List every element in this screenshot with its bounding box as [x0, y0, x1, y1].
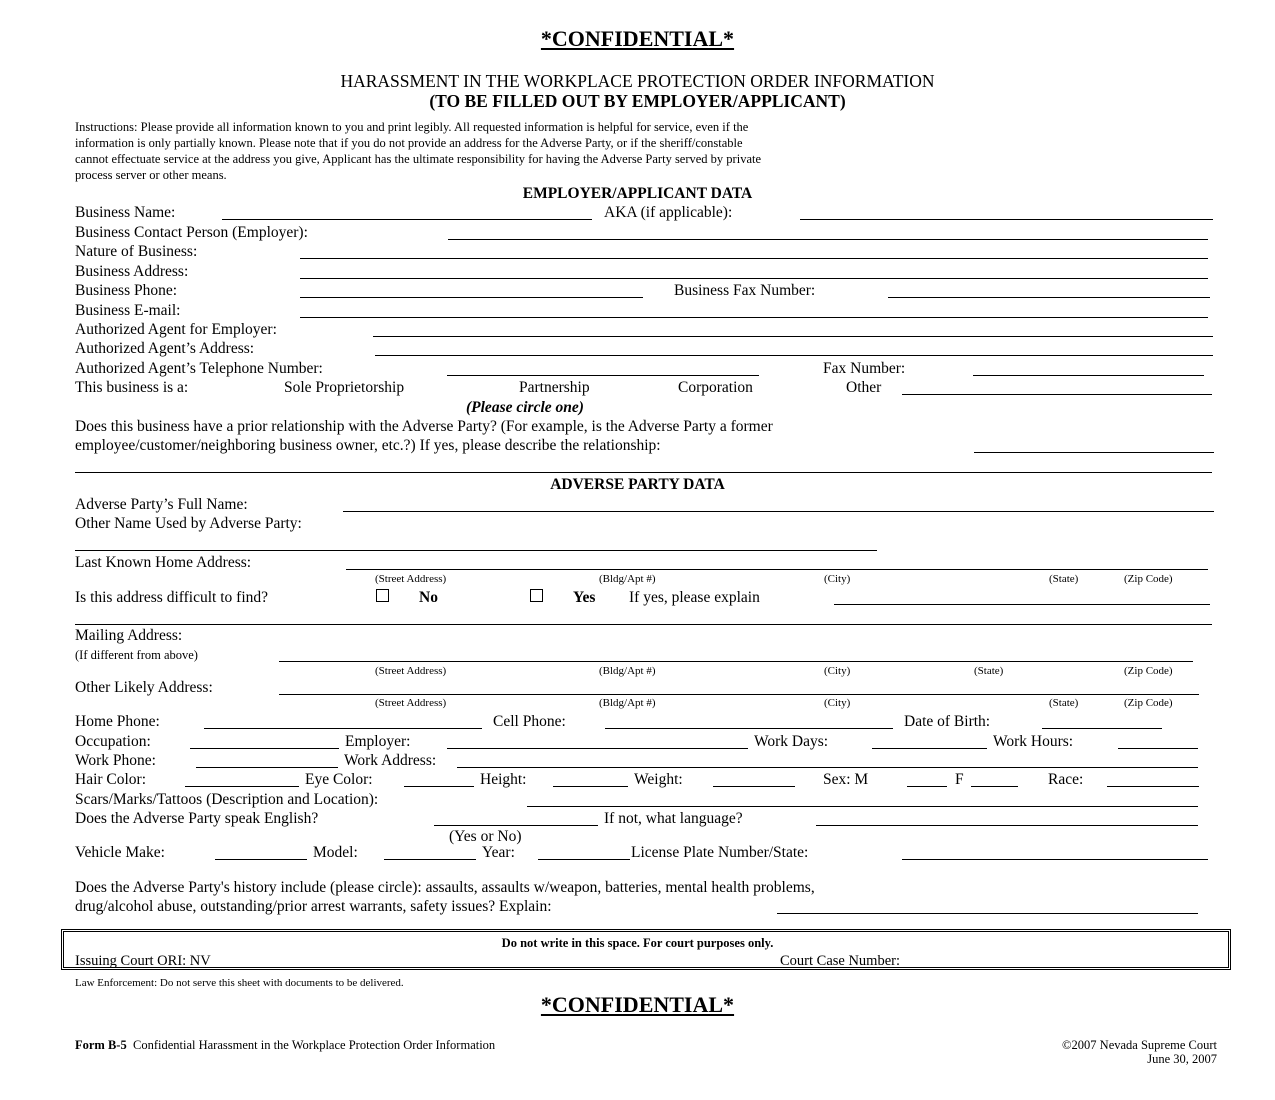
aka-field[interactable]	[800, 219, 1213, 220]
other-business-type-field[interactable]	[902, 394, 1212, 395]
authorized-agent-label: Authorized Agent for Employer:	[75, 321, 277, 338]
mailing-state-caption: (State)	[974, 665, 1004, 677]
business-fax-field[interactable]	[888, 297, 1210, 298]
work-hours-label: Work Hours:	[993, 733, 1074, 750]
license-plate-field[interactable]	[902, 859, 1208, 860]
option-sole-proprietorship[interactable]: Sole Proprietorship	[284, 379, 405, 396]
circle-one-note: (Please circle one)	[466, 399, 584, 416]
work-hours-field[interactable]	[1118, 748, 1198, 749]
work-days-field[interactable]	[872, 748, 987, 749]
work-days-label: Work Days:	[754, 733, 829, 750]
home-street-caption: (Street Address)	[375, 573, 447, 585]
relationship-field[interactable]	[974, 452, 1214, 453]
law-enforcement-note: Law Enforcement: Do not serve this sheet with documents to be delivered.	[75, 977, 404, 989]
year-field[interactable]	[538, 859, 630, 860]
relationship-field-continued[interactable]	[75, 472, 1212, 473]
instructions-line-4: process server or other means.	[75, 168, 227, 182]
year-label: Year:	[482, 844, 515, 861]
other-likely-address-label: Other Likely Address:	[75, 679, 213, 696]
speaks-english-label: Does the Adverse Party speak English?	[75, 810, 319, 827]
vehicle-make-label: Vehicle Make:	[75, 844, 165, 861]
employer-label: Employer:	[345, 733, 411, 750]
history-line-2: drug/alcohol abuse, outstanding/prior arrest warrants, safety issues? Explain:	[75, 898, 552, 915]
nature-of-business-field[interactable]	[300, 258, 1208, 259]
option-other[interactable]: Other	[846, 379, 882, 396]
height-label: Height:	[480, 771, 527, 788]
explain-field-continued[interactable]	[75, 624, 1212, 625]
business-fax-label: Business Fax Number:	[674, 282, 816, 299]
race-label: Race:	[1048, 771, 1084, 788]
prior-relationship-line-1: Does this business have a prior relationship with the Adverse Party? (For example, is the Adverse Party a former	[75, 418, 773, 435]
yes-checkbox[interactable]	[530, 589, 543, 602]
other-zip-caption: (Zip Code)	[1124, 697, 1173, 709]
issuing-court-ori-label: Issuing Court ORI: NV	[75, 953, 211, 969]
other-name-field[interactable]	[75, 550, 877, 551]
other-likely-address-field[interactable]	[279, 694, 1199, 695]
weight-label: Weight:	[634, 771, 683, 788]
sex-female-label: F	[955, 771, 964, 788]
explain-label: If yes, please explain	[629, 589, 760, 606]
other-state-caption: (State)	[1049, 697, 1079, 709]
work-address-label: Work Address:	[344, 752, 437, 769]
adverse-full-name-field[interactable]	[343, 511, 1214, 512]
hair-color-field[interactable]	[185, 786, 299, 787]
model-label: Model:	[313, 844, 358, 861]
home-phone-label: Home Phone:	[75, 713, 160, 730]
home-zip-caption: (Zip Code)	[1124, 573, 1173, 585]
speaks-english-field[interactable]	[434, 825, 598, 826]
model-field[interactable]	[384, 859, 476, 860]
business-phone-field[interactable]	[300, 297, 643, 298]
agent-address-field[interactable]	[375, 355, 1213, 356]
difficult-address-label: Is this address difficult to find?	[75, 589, 269, 606]
if-different-note: (If different from above)	[75, 648, 198, 662]
home-bldg-caption: (Bldg/Apt #)	[599, 573, 656, 585]
home-address-field[interactable]	[346, 569, 1208, 570]
agent-fax-label: Fax Number:	[823, 360, 906, 377]
explain-field[interactable]	[834, 604, 1210, 605]
other-bldg-caption: (Bldg/Apt #)	[599, 697, 656, 709]
business-phone-label: Business Phone:	[75, 282, 178, 299]
form-subtitle: (TO BE FILLED OUT BY EMPLOYER/APPLICANT)	[429, 91, 846, 111]
mailing-city-caption: (City)	[824, 665, 851, 677]
dob-field[interactable]	[1042, 728, 1162, 729]
language-field[interactable]	[816, 825, 1198, 826]
employer-section-heading: EMPLOYER/APPLICANT DATA	[522, 185, 753, 202]
court-case-number-field	[952, 967, 1180, 968]
history-explain-field[interactable]	[777, 913, 1198, 914]
instructions-line-1: Instructions: Please provide all information known to you and print legibly. All requested information is helpful for service, even if the	[75, 120, 749, 134]
adverse-full-name-label: Adverse Party’s Full Name:	[75, 496, 248, 513]
revision-date: June 30, 2007	[1147, 1052, 1217, 1066]
sex-male-field[interactable]	[907, 786, 947, 787]
scars-field[interactable]	[527, 806, 1198, 807]
aka-label: AKA (if applicable):	[604, 204, 733, 221]
copyright: ©2007 Nevada Supreme Court	[1062, 1038, 1217, 1052]
sex-male-label: Sex: M	[823, 771, 869, 788]
prior-relationship-line-2: employee/customer/neighboring business owner, etc.?) If yes, please describe the relationship:	[75, 437, 661, 454]
language-label: If not, what language?	[604, 810, 743, 827]
yes-or-no-caption: (Yes or No)	[449, 828, 522, 845]
mailing-zip-caption: (Zip Code)	[1124, 665, 1173, 677]
business-address-field[interactable]	[300, 278, 1208, 279]
home-phone-field[interactable]	[204, 728, 482, 729]
occupation-field[interactable]	[190, 748, 339, 749]
employer-field[interactable]	[447, 748, 748, 749]
form-footer-title: Confidential Harassment in the Workplace Protection Order Information	[132, 1038, 496, 1052]
vehicle-make-field[interactable]	[215, 859, 307, 860]
scars-label: Scars/Marks/Tattoos (Description and Location):	[75, 791, 379, 808]
authorized-agent-field[interactable]	[373, 336, 1213, 337]
agent-phone-label: Authorized Agent’s Telephone Number:	[75, 360, 323, 377]
business-name-label: Business Name:	[75, 204, 176, 221]
business-email-field[interactable]	[300, 317, 1208, 318]
agent-phone-field[interactable]	[447, 375, 759, 376]
race-field[interactable]	[1107, 786, 1199, 787]
business-name-field[interactable]	[222, 219, 592, 220]
adverse-section-heading: ADVERSE PARTY DATA	[550, 476, 725, 493]
weight-field[interactable]	[713, 786, 795, 787]
mailing-street-caption: (Street Address)	[375, 665, 447, 677]
mailing-address-field[interactable]	[279, 661, 1193, 662]
yes-label: Yes	[573, 589, 596, 606]
agent-fax-field[interactable]	[973, 375, 1204, 376]
dob-label: Date of Birth:	[904, 713, 991, 730]
other-street-caption: (Street Address)	[375, 697, 447, 709]
confidential-footer: *CONFIDENTIAL*	[540, 992, 735, 1017]
work-address-field[interactable]	[457, 767, 1198, 768]
other-name-label: Other Name Used by Adverse Party:	[75, 515, 302, 532]
home-state-caption: (State)	[1049, 573, 1079, 585]
nature-of-business-label: Nature of Business:	[75, 243, 198, 260]
no-label: No	[419, 589, 438, 606]
no-checkbox[interactable]	[376, 589, 389, 602]
contact-person-label: Business Contact Person (Employer):	[75, 224, 308, 241]
mailing-address-label: Mailing Address:	[75, 627, 183, 644]
other-city-caption: (City)	[824, 697, 851, 709]
confidential-header: *CONFIDENTIAL*	[540, 26, 735, 51]
business-address-label: Business Address:	[75, 263, 189, 280]
business-type-label: This business is a:	[75, 379, 189, 396]
cell-phone-label: Cell Phone:	[493, 713, 566, 730]
work-phone-field[interactable]	[196, 767, 338, 768]
height-field[interactable]	[553, 786, 628, 787]
instructions-line-2: information is only partially known. Please note that if you do not provide an address for the Adverse Party, or if the sheriff/constable	[75, 136, 743, 150]
sex-female-field[interactable]	[971, 786, 1018, 787]
instructions-line-3: cannot effectuate service at the address you give, Applicant has the ultimate responsibility for having the Adverse Party served by private	[75, 152, 762, 166]
occupation-label: Occupation:	[75, 733, 151, 750]
hair-color-label: Hair Color:	[75, 771, 147, 788]
court-case-number-label: Court Case Number:	[780, 953, 901, 969]
history-line-1: Does the Adverse Party's history include (please circle): assaults, assaults w/weapon, batteries, mental health problems,	[75, 879, 815, 896]
option-partnership[interactable]: Partnership	[519, 379, 590, 396]
eye-color-label: Eye Color:	[305, 771, 373, 788]
eye-color-field[interactable]	[404, 786, 474, 787]
form-id: Form B-5	[75, 1038, 127, 1052]
business-email-label: Business E-mail:	[75, 302, 181, 319]
cell-phone-field[interactable]	[605, 728, 893, 729]
court-use-notice: Do not write in this space. For court purposes only.	[501, 936, 774, 950]
work-phone-label: Work Phone:	[75, 752, 156, 769]
home-address-label: Last Known Home Address:	[75, 554, 252, 571]
license-plate-label: License Plate Number/State:	[631, 844, 809, 861]
form-title: HARASSMENT IN THE WORKPLACE PROTECTION ORDER INFORMATION	[340, 71, 935, 91]
agent-address-label: Authorized Agent’s Address:	[75, 340, 255, 357]
issuing-court-ori-field	[272, 967, 493, 968]
mailing-bldg-caption: (Bldg/Apt #)	[599, 665, 656, 677]
home-city-caption: (City)	[824, 573, 851, 585]
contact-person-field[interactable]	[448, 239, 1208, 240]
option-corporation[interactable]: Corporation	[678, 379, 753, 396]
